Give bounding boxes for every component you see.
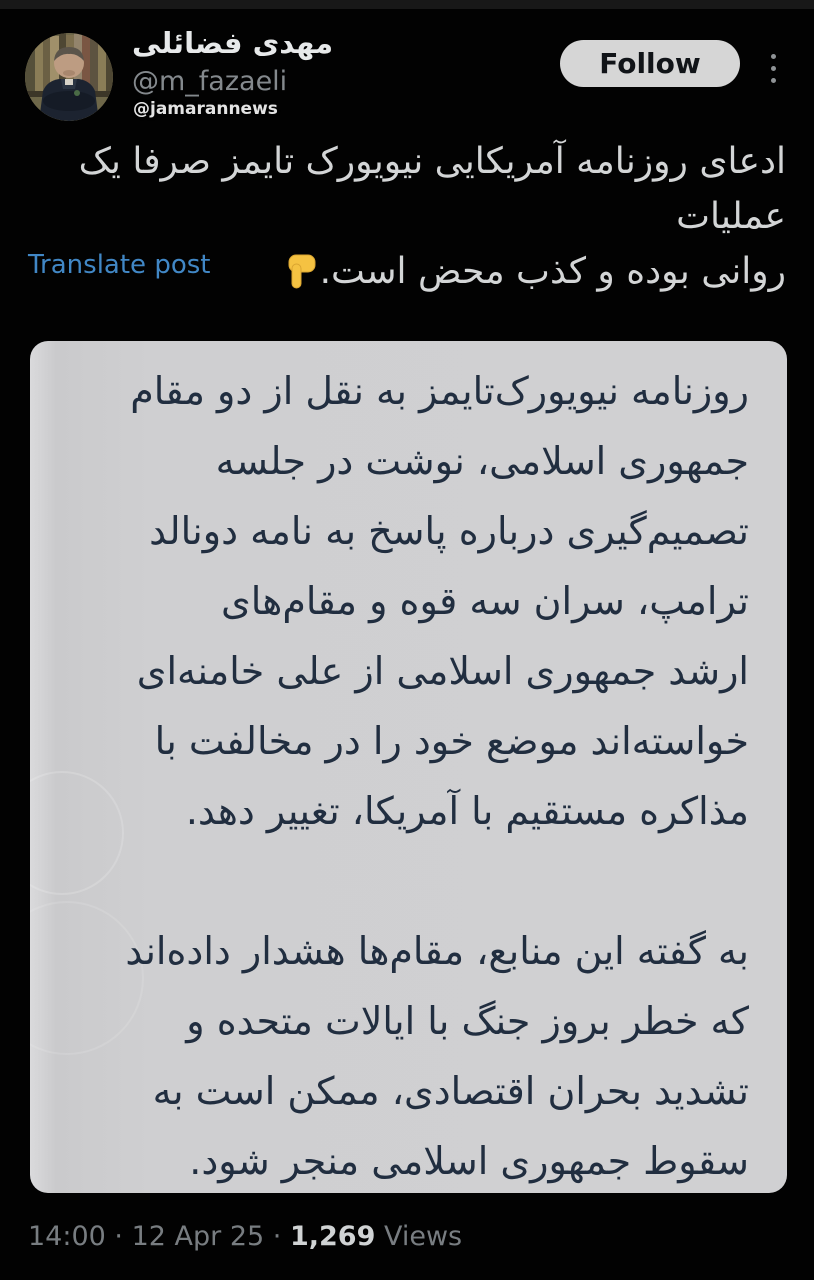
tweet-text-line1: ادعای روزنامه آمریکایی نیویورک تایمز صرفا یک عملیات xyxy=(78,141,786,237)
more-menu-button[interactable] xyxy=(756,42,790,94)
views-label: Views xyxy=(383,1221,463,1252)
ellipsis-dot xyxy=(771,78,776,83)
image-text-line: ارشد جمهوری اسلامی از علی خامنه‌ای xyxy=(136,649,749,693)
paragraph-gap xyxy=(68,846,749,916)
meta-separator: · xyxy=(114,1221,123,1252)
tweet-text-line2: روانی بوده و کذب محض است. xyxy=(28,244,786,306)
views-count: 1,269 xyxy=(289,1221,376,1252)
image-text-line: به گفته این منابع، مقام‌ها هشدار داده‌اند xyxy=(125,929,749,973)
tweet-date: 12 Apr 25 xyxy=(131,1221,265,1252)
image-text-line: سقوط جمهوری اسلامی منجر شود. xyxy=(189,1139,749,1183)
image-text-line: تصمیم‌گیری درباره پاسخ به نامه دونالد xyxy=(149,509,749,553)
user-handle[interactable]: @m_fazaeli xyxy=(132,66,288,97)
tweet-text xyxy=(28,134,786,306)
translate-post-link[interactable]: Translate post xyxy=(28,250,211,280)
image-text-line: روزنامه نیویورک‌تایمز به نقل از دو مقام xyxy=(130,369,749,413)
tweet-media-image[interactable] xyxy=(30,341,787,1193)
pointing-down-emoji xyxy=(280,251,316,306)
tweet-time: 14:00 xyxy=(28,1221,106,1252)
image-text-line: ترامپ، سران سه قوه و مقام‌های xyxy=(220,579,749,623)
meta-separator: · xyxy=(272,1221,282,1252)
image-text-line: مذاکره مستقیم با آمریکا، تغییر دهد. xyxy=(185,789,749,833)
image-text-line: تشدید بحران اقتصادی، ممکن است به xyxy=(152,1069,749,1113)
image-text-content xyxy=(30,341,787,1193)
top-divider xyxy=(0,0,814,9)
display-name[interactable]: مهدی فضائلی xyxy=(132,26,334,60)
avatar-watermark-label: @jamarannews xyxy=(133,99,278,119)
image-text-line: خواسته‌اند موضع خود را در مخالفت با xyxy=(154,719,749,763)
ellipsis-dot xyxy=(771,54,776,59)
image-text-line: که خطر بروز جنگ با ایالات متحده و xyxy=(186,999,749,1043)
avatar-image xyxy=(25,33,113,121)
follow-button[interactable]: Follow xyxy=(560,40,740,87)
ellipsis-dot xyxy=(771,66,776,71)
avatar[interactable] xyxy=(25,33,113,121)
image-text-line: جمهوری اسلامی، نوشت در جلسه xyxy=(215,439,749,483)
tweet-meta xyxy=(28,1221,462,1252)
